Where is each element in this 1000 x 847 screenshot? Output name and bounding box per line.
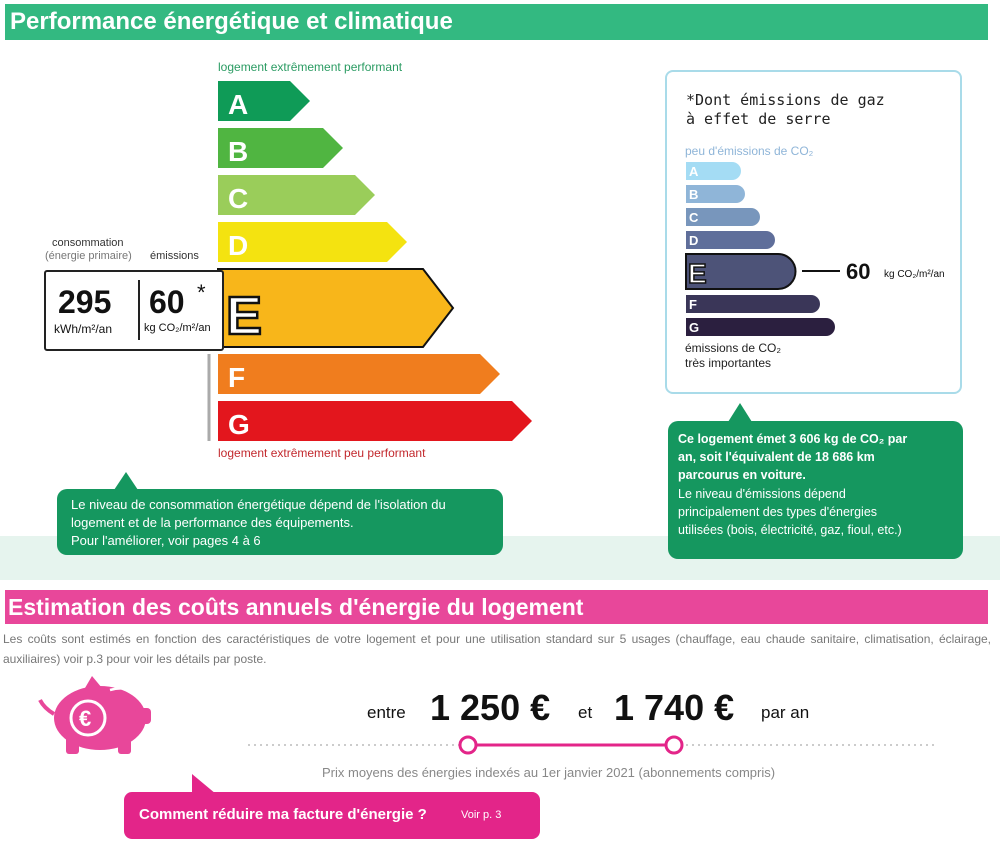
cost-min: 1 250 € xyxy=(430,687,551,728)
ghg-class-f xyxy=(686,295,820,313)
ghg-note-line2: à effet de serre xyxy=(686,110,831,128)
svg-text:A: A xyxy=(689,164,699,179)
class-letter-a: A xyxy=(228,89,249,120)
cost-per-year: par an xyxy=(761,703,810,722)
class-letter-c: C xyxy=(228,183,249,214)
consumption-unit: kWh/m²/an xyxy=(54,322,113,336)
reduce-bill-ref: Voir p. 3 xyxy=(461,809,502,821)
class-letter-e: E xyxy=(226,286,263,346)
ghg-callout-line3: parcourus en voiture. xyxy=(678,468,806,482)
cost-max: 1 740 € xyxy=(614,687,735,728)
energy-callout xyxy=(57,489,503,555)
ghg-note-line1: *Dont émissions de gaz xyxy=(686,91,885,109)
class-letter-g: G xyxy=(228,409,250,440)
ghg-value: 60 xyxy=(846,259,871,284)
ghg-class-d xyxy=(686,231,775,249)
reduce-bill-button[interactable] xyxy=(124,792,540,839)
svg-text:D: D xyxy=(689,233,699,248)
ghg-unit: kg CO₂/m²/an xyxy=(884,269,945,280)
energy-class-f xyxy=(218,354,500,394)
ghg-callout-line4: Le niveau d'émissions dépend xyxy=(678,487,846,501)
energy-class-g xyxy=(218,401,532,441)
scale-top-label: logement extrêmement performant xyxy=(218,60,403,74)
primary-energy-label: (énergie primaire) xyxy=(45,250,132,262)
section-title-performance: Performance énergétique et climatique xyxy=(10,8,453,35)
energy-callout-line3: Pour l'améliorer, voir pages 4 à 6 xyxy=(71,533,261,548)
box-divider xyxy=(138,280,140,340)
ghg-callout-line2: an, soit l'équivalent de 18 686 km xyxy=(678,450,875,464)
svg-text:C: C xyxy=(689,210,699,225)
costs-description: Les coûts sont estimés en fonction des caractéristiques de votre logement et pour une utilisation standard sur 5 usages (chauffage, eau chaude sanitaire, climatisation, éclairage, auxiliaires) voir p.3 pour voir les détails par poste. xyxy=(3,632,991,666)
range-min-handle xyxy=(460,737,476,753)
svg-text:B: B xyxy=(689,187,699,202)
emissions-unit: kg CO₂/m²/an xyxy=(144,322,211,334)
prices-note: Prix moyens des énergies indexés au 1er janvier 2021 (abonnements compris) xyxy=(322,765,776,780)
ghg-callout-line1: Ce logement émet 3 606 kg de CO₂ par xyxy=(678,432,908,446)
consumption-emissions-box xyxy=(44,270,224,351)
ghg-bottom-label-2: très importantes xyxy=(685,356,772,370)
energy-callout-line2: logement et de la performance des équipements. xyxy=(71,515,354,530)
reduce-bill-label: Comment réduire ma facture d'énergie ? xyxy=(139,806,427,823)
section-title-costs: Estimation des coûts annuels d'énergie du logement xyxy=(8,594,584,620)
scale-bottom-label: logement extrêmement peu performant xyxy=(218,446,426,460)
cost-range-slider xyxy=(240,732,940,758)
euro-symbol: € xyxy=(79,706,92,731)
ghg-scale xyxy=(680,155,980,345)
consumption-value: 295 xyxy=(58,284,112,320)
emissions-asterisk: * xyxy=(197,280,206,305)
ghg-callout xyxy=(668,421,963,559)
class-letter-f: F xyxy=(228,362,246,393)
cost-between: entre xyxy=(367,703,406,722)
ghg-class-g xyxy=(686,318,835,336)
callout-pointer-right xyxy=(726,401,756,423)
cost-and: et xyxy=(578,703,593,722)
emissions-value: 60 xyxy=(149,284,185,320)
svg-text:F: F xyxy=(689,297,697,312)
ghg-callout-line6: utilisées (bois, électricité, gaz, fioul, etc.) xyxy=(678,523,902,537)
ghg-callout-line5: principalement des types d'énergies xyxy=(678,505,878,519)
class-letter-d: D xyxy=(228,230,249,261)
svg-text:G: G xyxy=(689,320,700,335)
ghg-top-label: peu d'émissions de CO₂ xyxy=(685,144,814,158)
range-max-handle xyxy=(666,737,682,753)
svg-text:E: E xyxy=(688,258,707,289)
class-letter-b: B xyxy=(228,136,249,167)
emissions-label: émissions xyxy=(150,250,199,262)
consumption-label: consommation xyxy=(52,237,124,249)
energy-callout-line1: Le niveau de consommation énergétique dépend de l'isolation du xyxy=(71,497,446,512)
piggy-bank-icon xyxy=(30,676,160,758)
ghg-bottom-label-1: émissions de CO₂ xyxy=(685,341,782,355)
